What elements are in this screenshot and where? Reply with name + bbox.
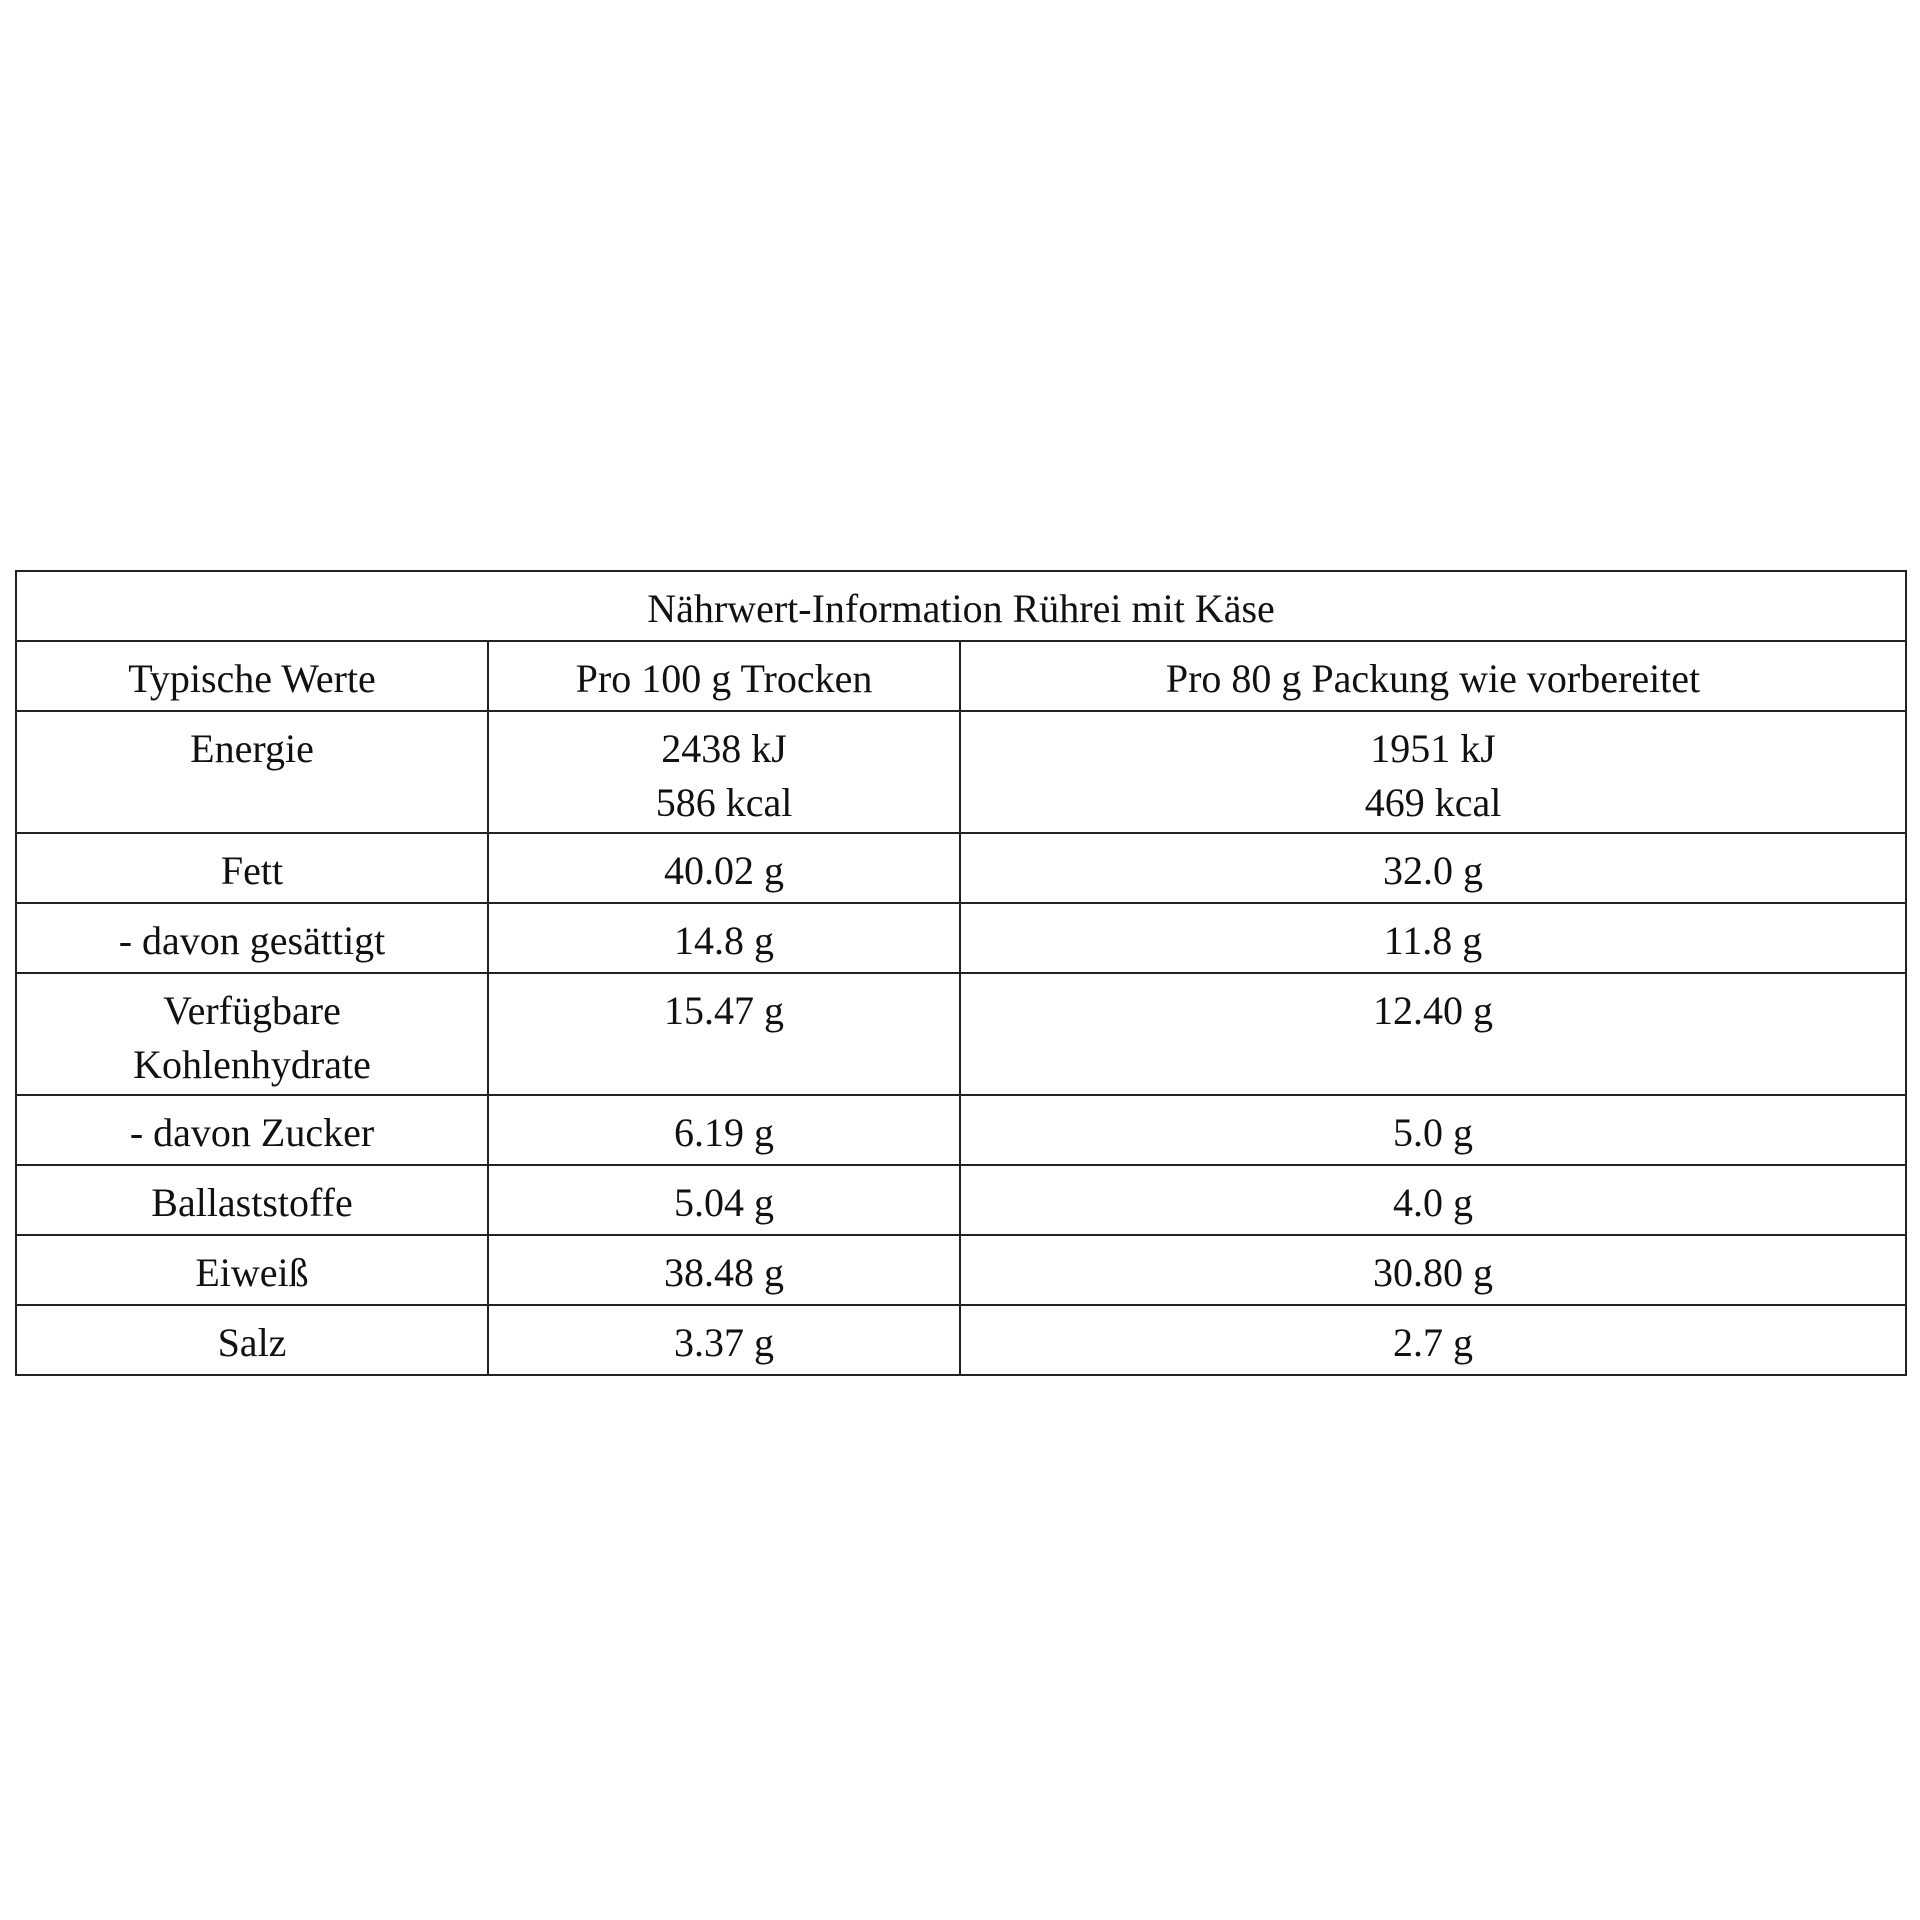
row-label-line: Energie bbox=[190, 726, 314, 771]
table-row bbox=[16, 833, 1906, 903]
header-per-80g: Pro 80 g Packung wie vorbereitet bbox=[960, 641, 1906, 711]
table-header-row bbox=[16, 641, 1906, 711]
row-value-per100: 5.04 g bbox=[488, 1165, 960, 1235]
row-label: Salz bbox=[16, 1305, 488, 1375]
value-line: 469 kcal bbox=[1364, 780, 1502, 825]
row-value-per80: 5.0 g bbox=[960, 1095, 1906, 1165]
table-row bbox=[16, 1165, 1906, 1235]
row-value-per80: 2.7 g bbox=[960, 1305, 1906, 1375]
table-title: Nährwert-Information Rührei mit Käse bbox=[16, 571, 1906, 641]
row-value-per100: 15.47 g bbox=[488, 973, 960, 1095]
row-value-per100 bbox=[488, 711, 960, 833]
row-label bbox=[16, 973, 488, 1095]
row-value-per100: 3.37 g bbox=[488, 1305, 960, 1375]
table-title-row bbox=[16, 571, 1906, 641]
row-value-per80: 4.0 g bbox=[960, 1165, 1906, 1235]
table-row bbox=[16, 1305, 1906, 1375]
row-value-per80: 12.40 g bbox=[960, 973, 1906, 1095]
row-value-per80: 32.0 g bbox=[960, 833, 1906, 903]
value-line: 586 kcal bbox=[655, 780, 793, 825]
row-value-per100: 40.02 g bbox=[488, 833, 960, 903]
nutrition-table bbox=[15, 570, 1907, 1376]
table-row bbox=[16, 711, 1906, 833]
row-value-per80: 11.8 g bbox=[960, 903, 1906, 973]
table-row bbox=[16, 903, 1906, 973]
row-value-per100: 6.19 g bbox=[488, 1095, 960, 1165]
row-value-per100: 14.8 g bbox=[488, 903, 960, 973]
table-row bbox=[16, 973, 1906, 1095]
row-label-line: Verfügbare bbox=[163, 988, 341, 1033]
header-per-100g: Pro 100 g Trocken bbox=[488, 641, 960, 711]
row-label bbox=[16, 711, 488, 833]
row-label: - davon gesättigt bbox=[16, 903, 488, 973]
row-value-per100: 38.48 g bbox=[488, 1235, 960, 1305]
value-line: 2438 kJ bbox=[661, 726, 787, 771]
header-typical-values: Typische Werte bbox=[16, 641, 488, 711]
row-label: Eiweiß bbox=[16, 1235, 488, 1305]
row-label: Fett bbox=[16, 833, 488, 903]
row-label-line: Kohlenhydrate bbox=[133, 1042, 371, 1087]
row-value-per80 bbox=[960, 711, 1906, 833]
value-line: 1951 kJ bbox=[1370, 726, 1496, 771]
row-value-per80: 30.80 g bbox=[960, 1235, 1906, 1305]
table-row bbox=[16, 1095, 1906, 1165]
table-row bbox=[16, 1235, 1906, 1305]
row-label: Ballaststoffe bbox=[16, 1165, 488, 1235]
row-label: - davon Zucker bbox=[16, 1095, 488, 1165]
